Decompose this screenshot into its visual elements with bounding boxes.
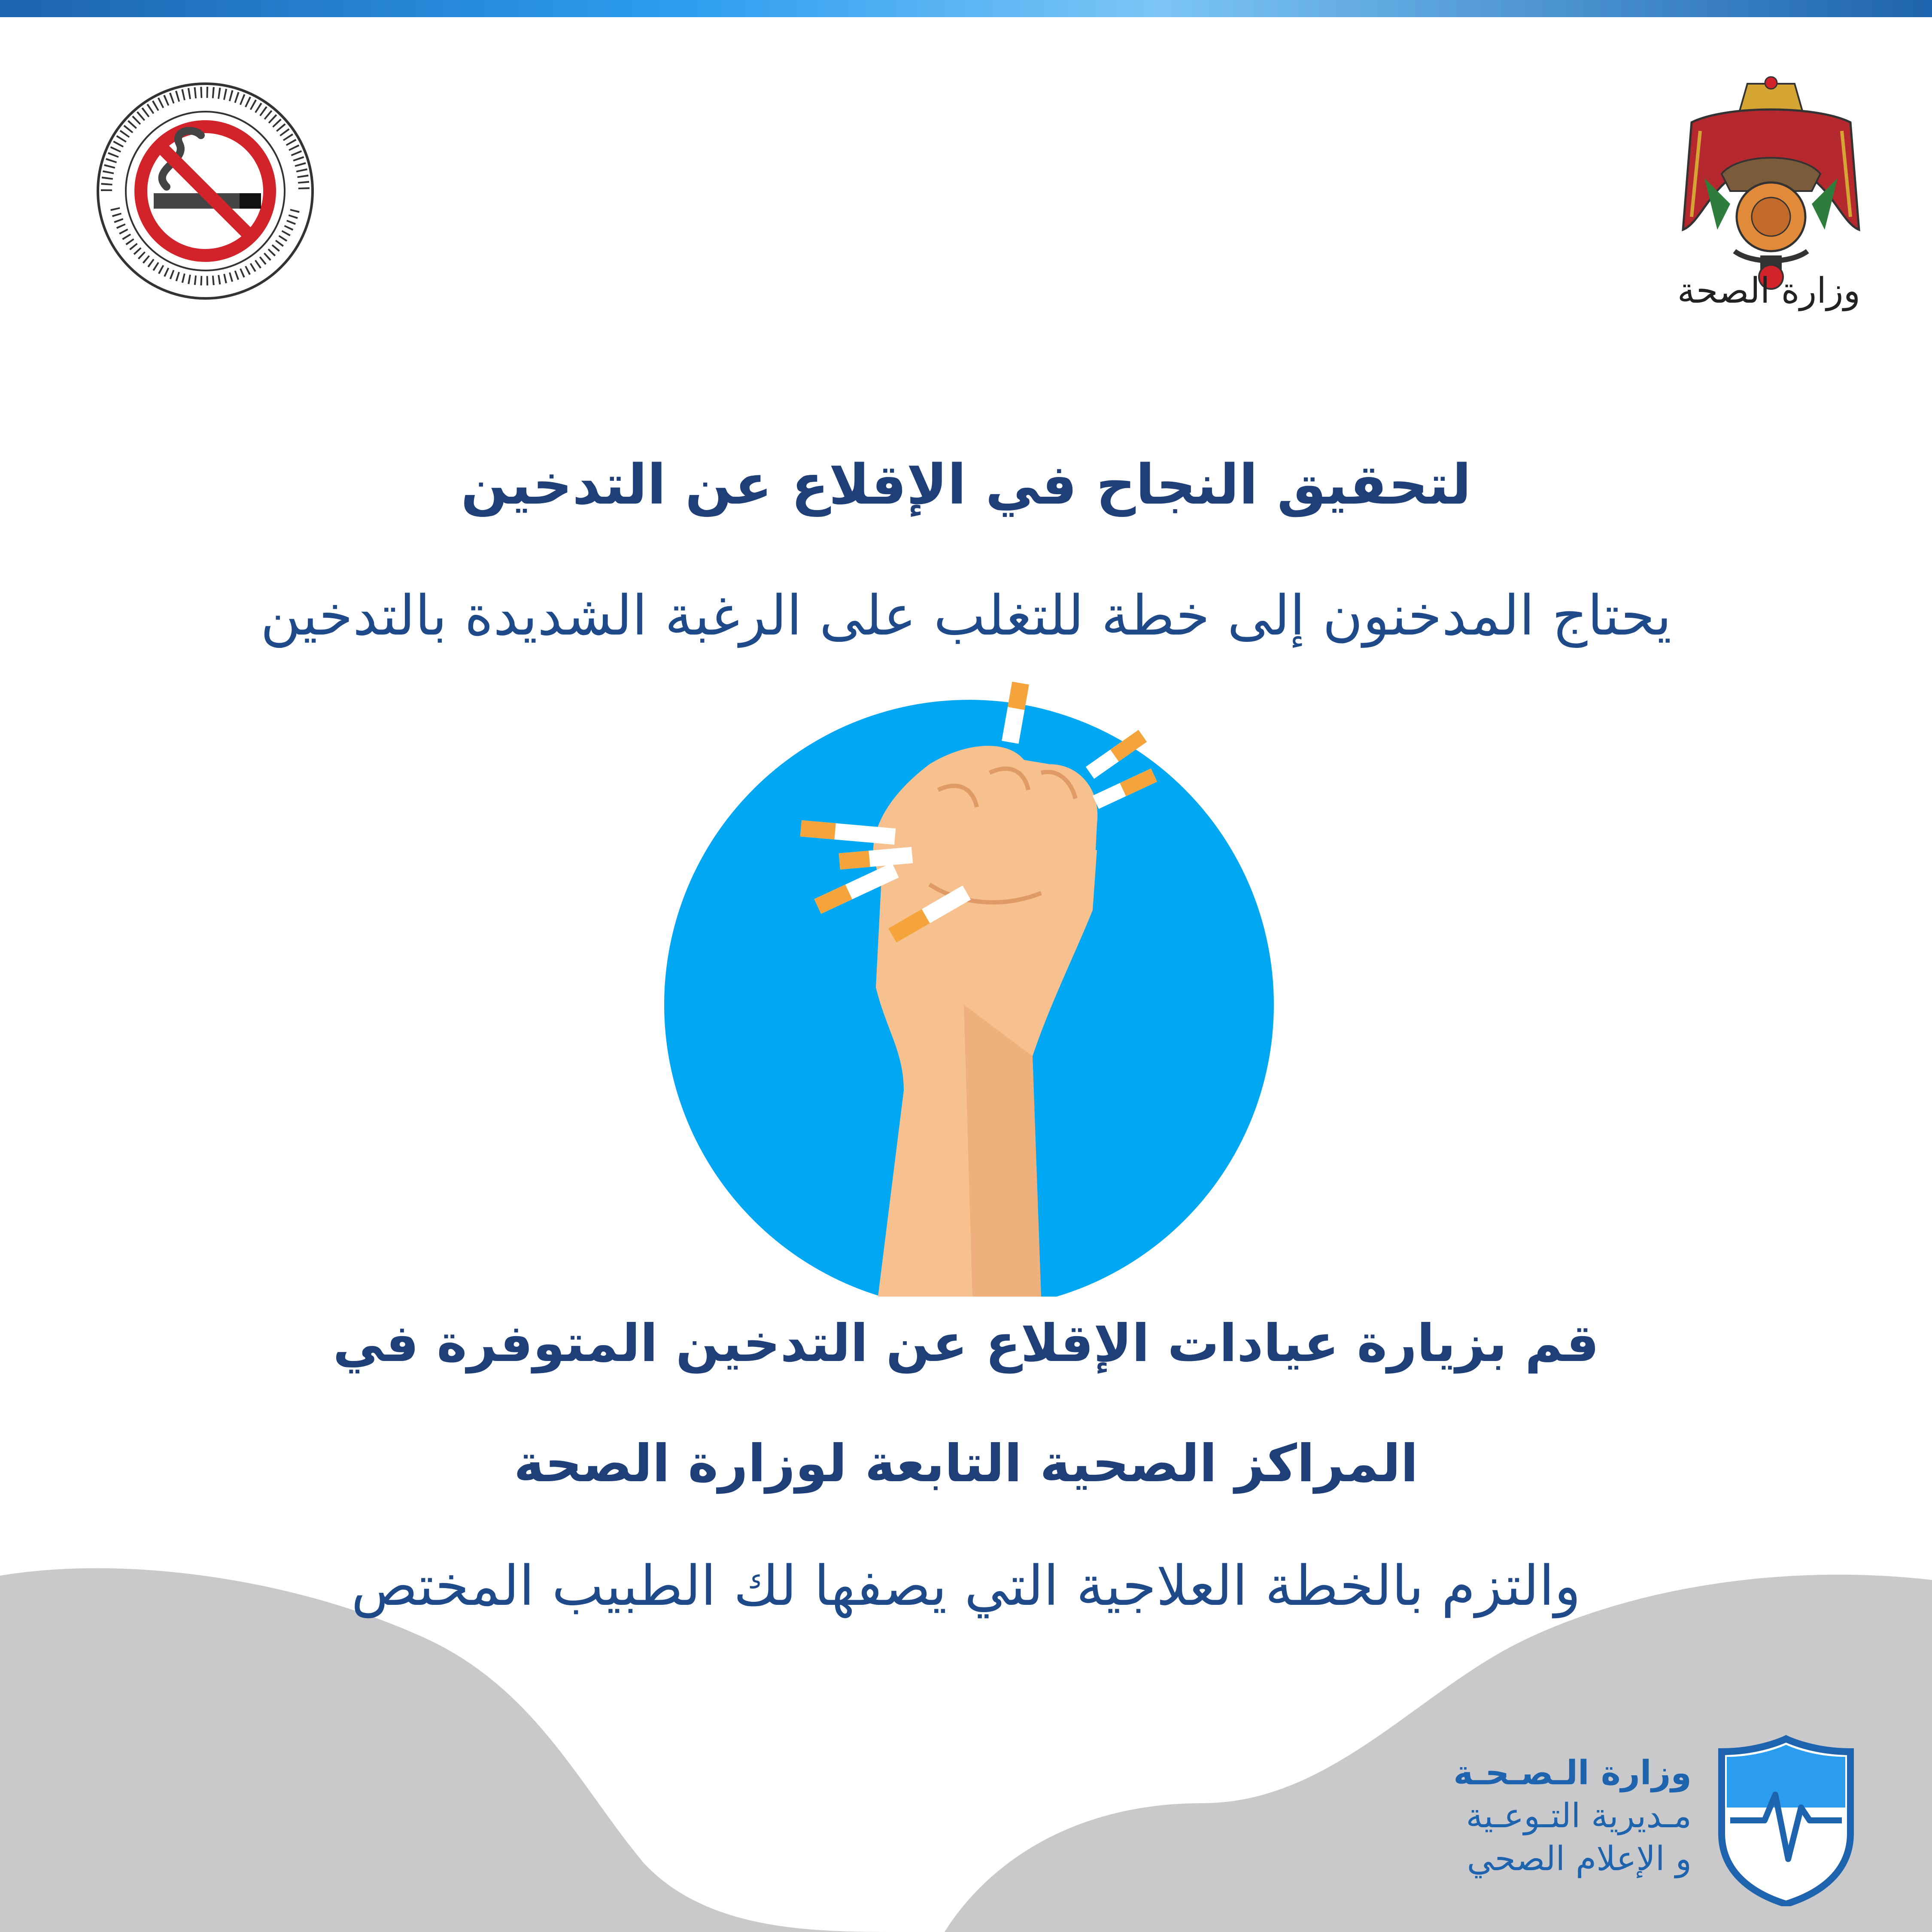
top-accent-bar [0, 0, 1932, 17]
heartbeat-shield-icon [1713, 1735, 1859, 1906]
no-smoking-icon [141, 127, 270, 255]
ministry-of-health-caption: وزارة الصحة [1677, 270, 1861, 311]
anti-smoking-society-logo [81, 79, 330, 303]
jordan-coat-of-arms-icon [1683, 77, 1859, 289]
fist-crushing-cigarettes-icon [664, 682, 1274, 1297]
page-title: لتحقيق النجاح في الإقلاع عن التدخين [461, 453, 1471, 517]
footer-line-3: و الإعلام الصحي [1467, 1840, 1692, 1878]
page-subtitle: يحتاج المدخنون إلى خطة للتغلب على الرغبة الشديدة بالتدخين [260, 584, 1672, 648]
visit-clinics-line-2: المراكز الصحية التابعة لوزارة الصحة [513, 1434, 1419, 1494]
visit-clinics-line-1: قم بزيارة عيادات الإقلاع عن التدخين المتوفرة في [333, 1314, 1599, 1373]
footer-line-2: مـديرية التـوعـية [1466, 1797, 1692, 1835]
footer-line-1: وزارة الـصـحـة [1453, 1754, 1692, 1792]
fist-crushing-cigarettes-illustration [663, 678, 1282, 1297]
footer-ministry-text [1451, 1752, 1692, 1880]
commit-treatment-line: والتزم بالخطة العلاجية التي يصفها لك الطبيب المختص [351, 1554, 1581, 1618]
